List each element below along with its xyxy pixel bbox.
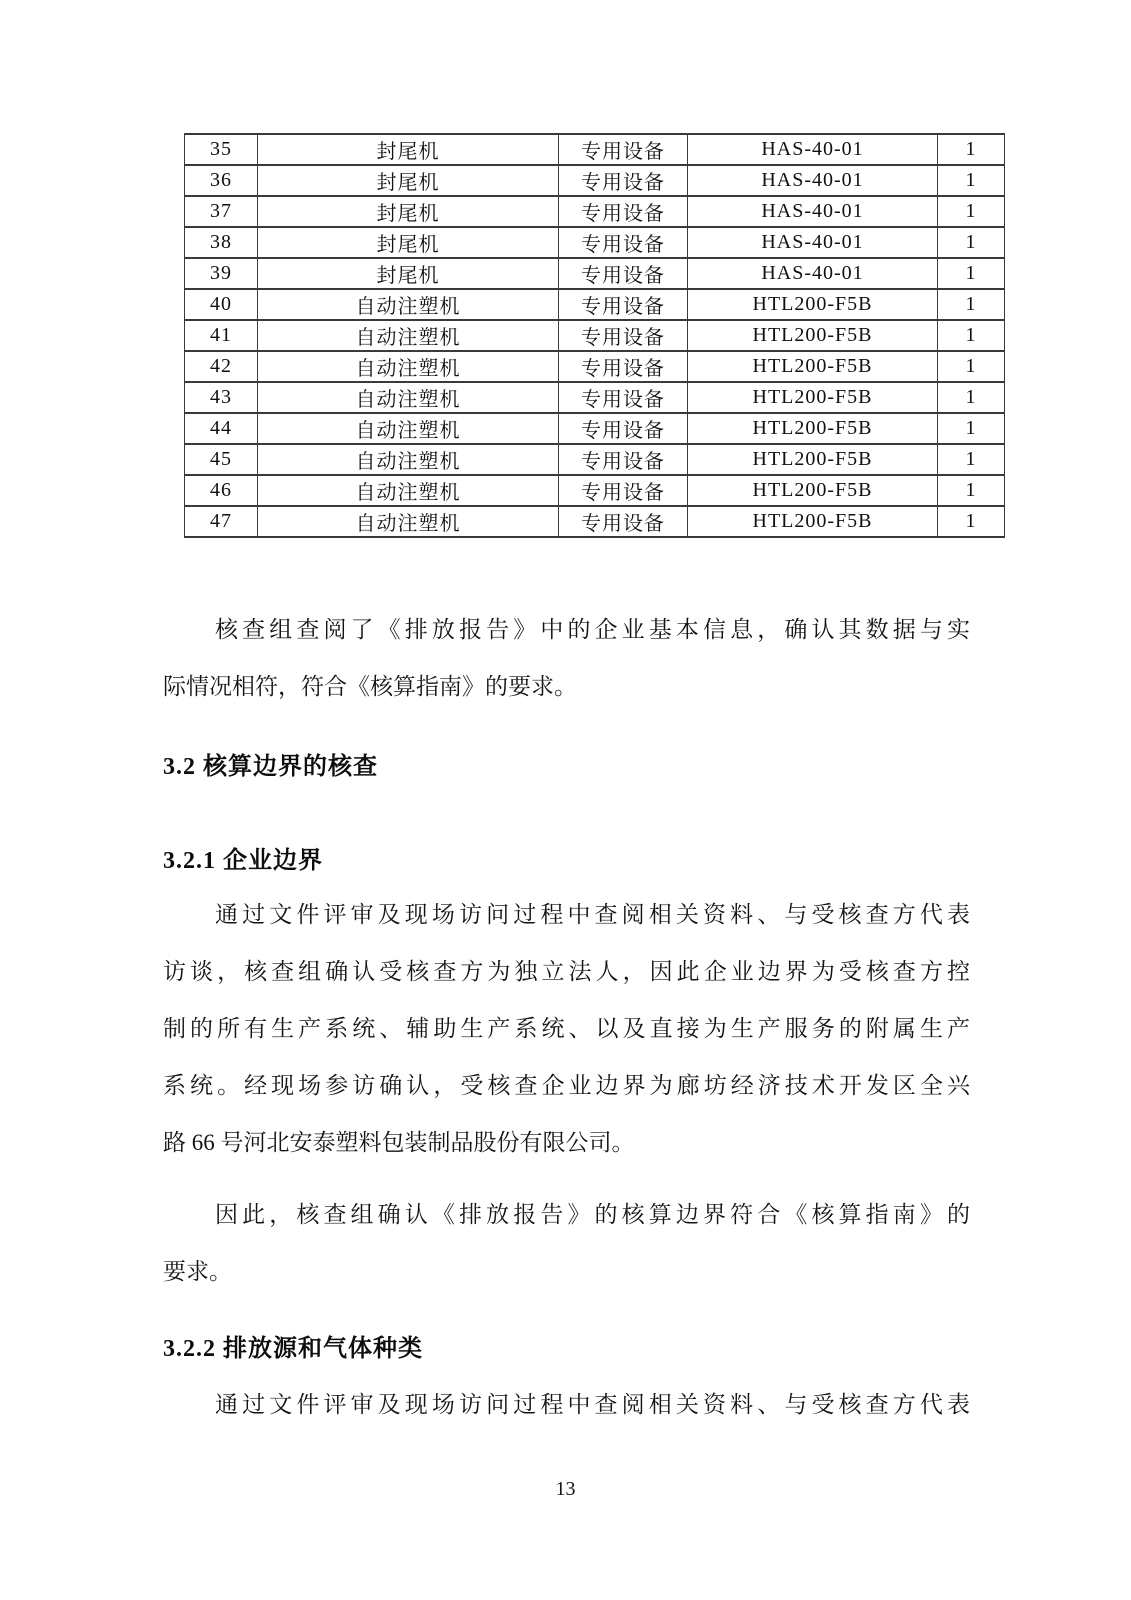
table-row: [185, 258, 1005, 289]
cell-equipment-type: 专用设备: [559, 475, 688, 506]
cell-model: HTL200-F5B: [688, 413, 938, 444]
cell-model: HTL200-F5B: [688, 506, 938, 537]
cell-serial-number: 44: [185, 413, 258, 444]
cell-quantity: 1: [938, 413, 1005, 444]
cell-equipment-type: 专用设备: [559, 413, 688, 444]
cell-quantity: 1: [938, 444, 1005, 475]
table-row: [185, 165, 1005, 196]
cell-equipment-type: 专用设备: [559, 165, 688, 196]
paragraph-line: 际情况相符，符合《核算指南》的要求。: [163, 674, 577, 699]
section-heading-3-2-2: 3.2.2 排放源和气体种类: [163, 1336, 423, 1362]
cell-model: HTL200-F5B: [688, 475, 938, 506]
cell-quantity: 1: [938, 506, 1005, 537]
cell-serial-number: 43: [185, 382, 258, 413]
paragraph-line: 要求。: [163, 1259, 232, 1284]
cell-model: HAS-40-01: [688, 258, 938, 289]
cell-equipment-name: 自动注塑机: [258, 444, 559, 475]
cell-quantity: 1: [938, 351, 1005, 382]
cell-model: HAS-40-01: [688, 227, 938, 258]
cell-model: HTL200-F5B: [688, 444, 938, 475]
cell-quantity: 1: [938, 258, 1005, 289]
cell-equipment-type: 专用设备: [559, 258, 688, 289]
table-row: [185, 227, 1005, 258]
paragraph-line: 通过文件评审及现场访问过程中查阅相关资料、与受核查方代表: [215, 1392, 970, 1417]
cell-serial-number: 39: [185, 258, 258, 289]
table-row: [185, 506, 1005, 537]
equipment-table: [184, 133, 1005, 538]
cell-serial-number: 41: [185, 320, 258, 351]
cell-equipment-name: 自动注塑机: [258, 382, 559, 413]
cell-equipment-type: 专用设备: [559, 227, 688, 258]
cell-quantity: 1: [938, 382, 1005, 413]
cell-equipment-name: 自动注塑机: [258, 320, 559, 351]
table-row: [185, 413, 1005, 444]
page-number: 13: [555, 1478, 576, 1500]
cell-equipment-name: 自动注塑机: [258, 475, 559, 506]
paragraph-line: 访谈，核查组确认受核查方为独立法人，因此企业边界为受核查方控: [163, 959, 970, 984]
cell-quantity: 1: [938, 227, 1005, 258]
cell-equipment-name: 封尾机: [258, 134, 559, 165]
table-row: [185, 382, 1005, 413]
table-row: [185, 475, 1005, 506]
cell-model: HAS-40-01: [688, 165, 938, 196]
table-row: [185, 351, 1005, 382]
cell-model: HTL200-F5B: [688, 382, 938, 413]
cell-model: HAS-40-01: [688, 196, 938, 227]
cell-equipment-name: 自动注塑机: [258, 351, 559, 382]
cell-serial-number: 36: [185, 165, 258, 196]
cell-serial-number: 38: [185, 227, 258, 258]
cell-quantity: 1: [938, 475, 1005, 506]
section-heading-3-2: 3.2 核算边界的核查: [163, 754, 378, 780]
cell-equipment-type: 专用设备: [559, 196, 688, 227]
cell-equipment-name: 自动注塑机: [258, 289, 559, 320]
paragraph-emission-sources: [163, 1376, 970, 1433]
equipment-table-body: [185, 134, 1005, 537]
paragraph-line: 通过文件评审及现场访问过程中查阅相关资料、与受核查方代表: [215, 902, 970, 927]
section-heading-3-2-1: 3.2.1 企业边界: [163, 848, 323, 874]
cell-equipment-type: 专用设备: [559, 134, 688, 165]
paragraph-conclusion: [163, 1186, 970, 1300]
cell-quantity: 1: [938, 196, 1005, 227]
cell-equipment-name: 封尾机: [258, 258, 559, 289]
paragraph-basic-info: [163, 601, 970, 715]
paragraph-line: 制的所有生产系统、辅助生产系统、以及直接为生产服务的附属生产: [163, 1016, 970, 1041]
paragraph-line: 核查组查阅了《排放报告》中的企业基本信息，确认其数据与实: [215, 617, 970, 642]
table-row: [185, 444, 1005, 475]
cell-equipment-name: 自动注塑机: [258, 506, 559, 537]
cell-equipment-name: 自动注塑机: [258, 413, 559, 444]
cell-serial-number: 42: [185, 351, 258, 382]
cell-quantity: 1: [938, 165, 1005, 196]
cell-equipment-name: 封尾机: [258, 165, 559, 196]
cell-model: HAS-40-01: [688, 134, 938, 165]
cell-serial-number: 46: [185, 475, 258, 506]
cell-serial-number: 40: [185, 289, 258, 320]
cell-quantity: 1: [938, 320, 1005, 351]
table-row: [185, 134, 1005, 165]
table-row: [185, 196, 1005, 227]
paragraph-enterprise-boundary: [163, 886, 970, 1171]
table-row: [185, 289, 1005, 320]
cell-equipment-type: 专用设备: [559, 382, 688, 413]
cell-serial-number: 45: [185, 444, 258, 475]
cell-equipment-name: 封尾机: [258, 227, 559, 258]
cell-equipment-type: 专用设备: [559, 506, 688, 537]
cell-serial-number: 35: [185, 134, 258, 165]
cell-quantity: 1: [938, 289, 1005, 320]
cell-serial-number: 47: [185, 506, 258, 537]
paragraph-line: 路 66 号河北安泰塑料包装制品股份有限公司。: [163, 1130, 635, 1155]
cell-equipment-type: 专用设备: [559, 289, 688, 320]
cell-model: HTL200-F5B: [688, 289, 938, 320]
cell-serial-number: 37: [185, 196, 258, 227]
cell-equipment-type: 专用设备: [559, 351, 688, 382]
cell-equipment-name: 封尾机: [258, 196, 559, 227]
paragraph-line: 系统。经现场参访确认，受核查企业边界为廊坊经济技术开发区全兴: [163, 1073, 970, 1098]
cell-model: HTL200-F5B: [688, 320, 938, 351]
cell-equipment-type: 专用设备: [559, 444, 688, 475]
paragraph-line: 因此，核查组确认《排放报告》的核算边界符合《核算指南》的: [215, 1202, 970, 1227]
cell-equipment-type: 专用设备: [559, 320, 688, 351]
cell-model: HTL200-F5B: [688, 351, 938, 382]
table-row: [185, 320, 1005, 351]
cell-quantity: 1: [938, 134, 1005, 165]
